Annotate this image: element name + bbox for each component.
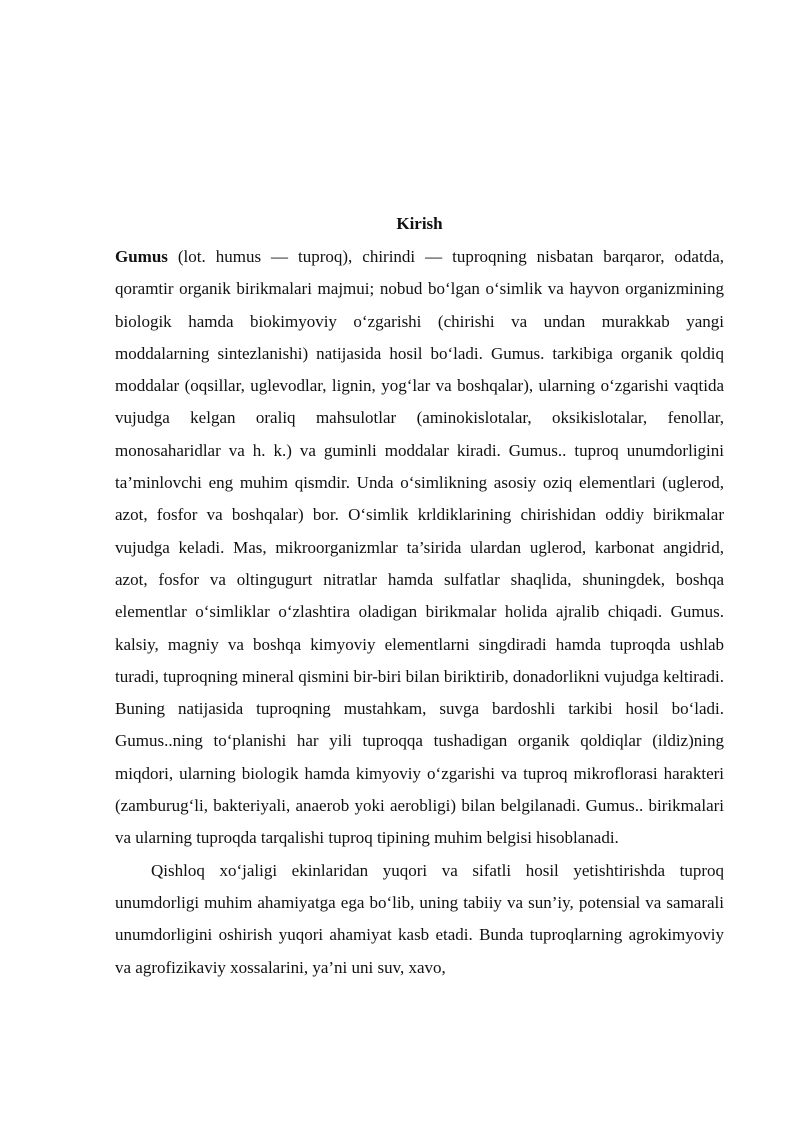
- paragraph-intro-text: (lot. humus — tuproq), chirindi — tuproqning nisbatan barqaror, odatda, qoramtir organik birikmalari majmui; nobud bo‘lgan o‘simlik va hayvon organizmining biologik hamda biokimyoviy o‘zgarishi (chirishi va undan murakkab yangi moddalarning sintezlanishi) natijasida hosil bo‘ladi. Gumus. tarkibiga organik qoldiq moddalar (oqsillar, uglevodlar, lignin, yog‘lar va boshqalar), ularning o‘zgarishi vaqtida vujudga kelgan oraliq mahsulotlar (aminokislotalar, oksikislotalar, fenollar, monosaharidlar va h. k.) va guminli moddalar kiradi. Gumus.. tuproq unumdorligini ta’minlovchi eng muhim qismdir. Unda o‘simlikning asosiy oziq elementlari (uglerod, azot, fosfor va boshqalar) bor. O‘simlik krldiklarining chirishidan oddiy birikmalar vujudga keladi. Mas, mikroorganizmlar ta’sirida ulardan uglerod, karbonat angidrid, azot, fosfor va oltingugurt nitratlar hamda sulfatlar shaqlida, shuningdek, boshqa elementlar o‘simliklar o‘zlashtira oladigan birikmalar holida ajralib chiqadi. Gumus. kalsiy, magniy va boshqa kimyoviy elementlarni singdiradi hamda tuproqda ushlab turadi, tuproqning mineral qismini bir-biri bilan biriktirib, donadorlikni vujudga keltiradi. Buning natijasida tuproqning mustahkam, suvga bardoshli tarkibi hosil bo‘ladi. Gumus..ning to‘planishi har yili tuproqqa tushadigan organik qoldiqlar (ildiz)ning miqdori, ularning biologik hamda kimyoviy o‘zgarishi va tuproq mikroflorasi harakteri (zamburug‘li, bakteriyali, anaerob yoki aerobligi) bilan belgilanadi. Gumus.. birikmalari va ularning tuproqda tarqalishi tuproq tipining muhim belgisi hisoblanadi.: [115, 247, 724, 848]
- section-heading: Kirish: [396, 214, 443, 233]
- paragraph-intro: [115, 241, 724, 855]
- paragraph-agriculture: Qishloq xo‘jaligi ekinlaridan yuqori va sifatli hosil yetishtirishda tuproq unumdorligi muhim ahamiyatga ega bo‘lib, uning tabiiy va sun’iy, potensial va samarali unumdorligini oshirish yuqori ahamiyat kasb etadi. Bunda tuproqlarning agrokimyoviy va agrofizikaviy xossalarini, ya’ni uni suv, xavo,: [115, 860, 724, 977]
- term-gumus: Gumus: [115, 247, 168, 266]
- body-text: [115, 241, 724, 984]
